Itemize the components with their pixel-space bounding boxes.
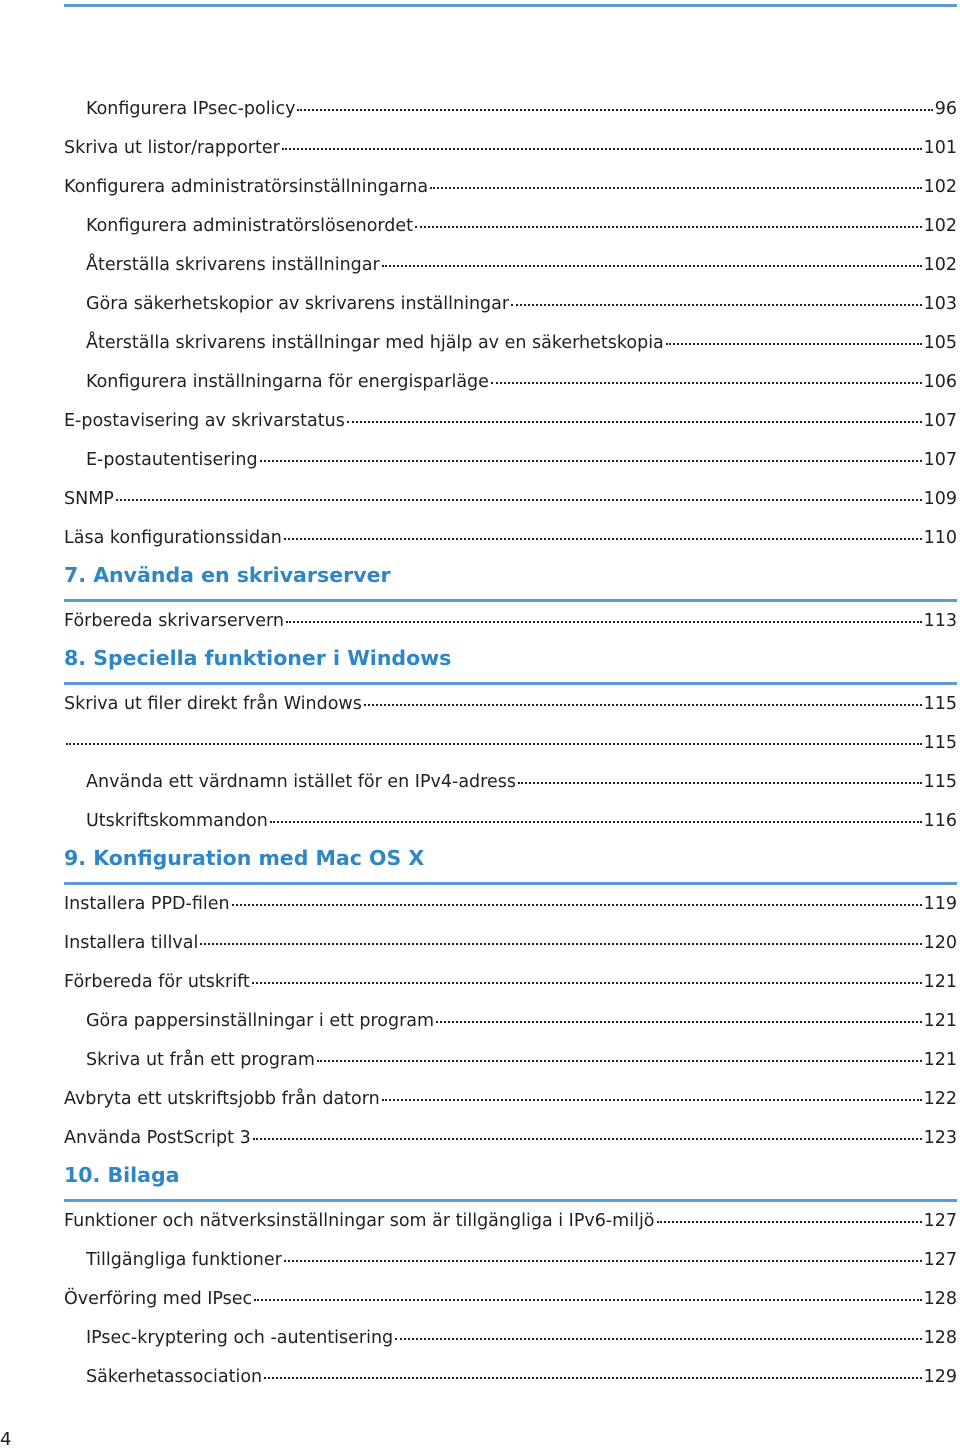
toc-entry-title: Konfigurera administratörsinställningarna <box>64 177 429 197</box>
toc-entry[interactable] <box>64 129 957 168</box>
toc-entry[interactable] <box>64 285 957 324</box>
dot-leader <box>297 108 932 111</box>
toc-entry[interactable] <box>64 519 957 558</box>
toc-entry-title: Konfigurera IPsec-policy <box>86 99 296 119</box>
toc-group-9 <box>64 885 957 1158</box>
toc-entry[interactable] <box>64 685 957 724</box>
toc-entry-page-number: 103 <box>923 294 957 314</box>
toc-entry-page-number: 128 <box>923 1328 957 1348</box>
dot-leader <box>430 186 921 189</box>
dot-leader <box>260 459 922 462</box>
table-of-contents <box>64 90 957 1397</box>
dot-leader <box>264 1376 921 1379</box>
toc-entry-title: Skriva ut listor/rapporter <box>64 138 280 158</box>
toc-entry-page-number: 107 <box>923 450 957 470</box>
chapter-9-heading[interactable]: 9. Konfiguration med Mac OS X <box>64 841 957 885</box>
dot-leader <box>253 1137 922 1140</box>
toc-entry[interactable] <box>64 168 957 207</box>
toc-entry-title: Konfigurera inställningarna för energisparläge <box>86 372 489 392</box>
toc-entry[interactable] <box>64 1080 957 1119</box>
toc-entry-title: Återställa skrivarens inställningar med hjälp av en säkerhetskopia <box>86 333 664 353</box>
toc-entry[interactable] <box>64 1319 957 1358</box>
toc-entry-page-number: 102 <box>923 177 957 197</box>
toc-entry-page-number: 106 <box>923 372 957 392</box>
toc-entry-title: Skriva ut filer direkt från Windows <box>64 694 362 714</box>
toc-entry-page-number: 119 <box>923 894 957 914</box>
toc-entry-page-number: 102 <box>923 255 957 275</box>
chapter-7-heading[interactable]: 7. Använda en skrivarserver <box>64 558 957 602</box>
toc-entry-page-number: 127 <box>923 1211 957 1231</box>
toc-entry[interactable] <box>64 246 957 285</box>
dot-leader <box>66 742 922 745</box>
toc-entry[interactable] <box>64 802 957 841</box>
toc-group-8 <box>64 685 957 841</box>
toc-entry[interactable] <box>64 724 957 763</box>
toc-entry[interactable] <box>64 1280 957 1319</box>
toc-entry[interactable] <box>64 441 957 480</box>
toc-group-6 <box>64 90 957 558</box>
toc-entry[interactable] <box>64 90 957 129</box>
toc-entry-page-number: 101 <box>923 138 957 158</box>
dot-leader <box>284 537 922 540</box>
toc-entry-title: Funktioner och nätverksinställningar som är tillgängliga i IPv6-miljö <box>64 1211 655 1231</box>
toc-entry-page-number: 121 <box>923 1050 957 1070</box>
dot-leader <box>252 981 922 984</box>
toc-group-10 <box>64 1202 957 1397</box>
toc-entry-title: Installera tillval <box>64 933 199 953</box>
dot-leader <box>382 264 922 267</box>
toc-entry[interactable] <box>64 1358 957 1397</box>
toc-entry-page-number: 105 <box>923 333 957 353</box>
page-number: 4 <box>0 1429 12 1450</box>
toc-entry-title: Använda PostScript 3 <box>64 1128 251 1148</box>
dot-leader <box>395 1337 921 1340</box>
dot-leader <box>254 1298 921 1301</box>
toc-entry[interactable] <box>64 1119 957 1158</box>
toc-entry-title: Förbereda för utskrift <box>64 972 250 992</box>
toc-entry-page-number: 107 <box>923 411 957 431</box>
dot-leader <box>666 342 922 345</box>
toc-entry-page-number: 109 <box>923 489 957 509</box>
dot-leader <box>317 1059 922 1062</box>
toc-entry-page-number: 115 <box>923 772 957 792</box>
toc-entry-page-number: 115 <box>923 733 957 753</box>
toc-entry-title: Läsa konfigurationssidan <box>64 528 282 548</box>
toc-entry-title: Säkerhetassociation <box>86 1367 263 1387</box>
toc-entry-title: Återställa skrivarens inställningar <box>86 255 380 275</box>
toc-entry-page-number: 102 <box>923 216 957 236</box>
toc-entry-title: Skriva ut från ett program <box>86 1050 315 1070</box>
dot-leader <box>657 1220 922 1223</box>
toc-entry-title: Avbryta ett utskriftsjobb från datorn <box>64 1089 380 1109</box>
toc-entry-page-number: 128 <box>923 1289 957 1309</box>
toc-entry-page-number: 123 <box>923 1128 957 1148</box>
toc-entry[interactable] <box>64 1241 957 1280</box>
toc-entry[interactable] <box>64 1202 957 1241</box>
toc-entry[interactable] <box>64 207 957 246</box>
toc-group-7 <box>64 602 957 641</box>
dot-leader <box>232 903 922 906</box>
dot-leader <box>364 703 922 706</box>
dot-leader <box>518 781 922 784</box>
toc-entry-title: Tillgängliga funktioner <box>86 1250 282 1270</box>
chapter-8-heading[interactable]: 8. Speciella funktioner i Windows <box>64 641 957 685</box>
dot-leader <box>415 225 922 228</box>
toc-entry-page-number: 113 <box>923 611 957 631</box>
toc-entry[interactable] <box>64 602 957 641</box>
dot-leader <box>116 498 922 501</box>
toc-entry-title: Förbereda skrivarservern <box>64 611 284 631</box>
toc-entry-title: Installera PPD-filen <box>64 894 230 914</box>
toc-entry-title: Överföring med IPsec <box>64 1289 253 1309</box>
toc-entry[interactable] <box>64 1002 957 1041</box>
toc-entry-page-number: 110 <box>923 528 957 548</box>
toc-entry[interactable] <box>64 885 957 924</box>
dot-leader <box>511 303 922 306</box>
chapter-10-heading[interactable]: 10. Bilaga <box>64 1158 957 1202</box>
toc-entry-page-number: 121 <box>923 972 957 992</box>
toc-entry[interactable] <box>64 402 957 441</box>
toc-entry[interactable] <box>64 1041 957 1080</box>
toc-entry-title: Använda ett värdnamn istället för en IPv4-adress <box>86 772 516 792</box>
toc-entry[interactable] <box>64 924 957 963</box>
toc-entry-title: SNMP <box>64 489 114 509</box>
toc-entry-title: Utskriftskommandon <box>86 811 268 831</box>
dot-leader <box>270 820 922 823</box>
dot-leader <box>491 381 922 384</box>
dot-leader <box>282 147 922 150</box>
dot-leader <box>436 1020 922 1023</box>
toc-entry-title: Göra säkerhetskopior av skrivarens inställningar <box>86 294 510 314</box>
toc-entry[interactable] <box>64 480 957 519</box>
toc-entry[interactable] <box>64 363 957 402</box>
dot-leader <box>200 942 921 945</box>
toc-entry-page-number: 120 <box>923 933 957 953</box>
toc-entry-page-number: 96 <box>934 99 957 119</box>
toc-entry-title: E-postavisering av skrivarstatus <box>64 411 345 431</box>
toc-entry-page-number: 116 <box>923 811 957 831</box>
dot-leader <box>286 620 922 623</box>
toc-entry-page-number: 129 <box>923 1367 957 1387</box>
toc-entry-title: Göra pappersinställningar i ett program <box>86 1011 435 1031</box>
dot-leader <box>382 1098 922 1101</box>
toc-entry-title: E-postautentisering <box>86 450 258 470</box>
toc-entry-page-number: 121 <box>923 1011 957 1031</box>
toc-entry[interactable] <box>64 324 957 363</box>
top-rule <box>64 4 957 7</box>
toc-entry-page-number: 115 <box>923 694 957 714</box>
toc-entry-page-number: 127 <box>923 1250 957 1270</box>
dot-leader <box>347 420 922 423</box>
toc-entry-title: IPsec-kryptering och -autentisering <box>86 1328 394 1348</box>
toc-entry[interactable] <box>64 963 957 1002</box>
toc-entry[interactable] <box>64 763 957 802</box>
toc-entry-title: Konfigurera administratörslösenordet <box>86 216 414 236</box>
toc-entry-page-number: 122 <box>923 1089 957 1109</box>
dot-leader <box>284 1259 922 1262</box>
